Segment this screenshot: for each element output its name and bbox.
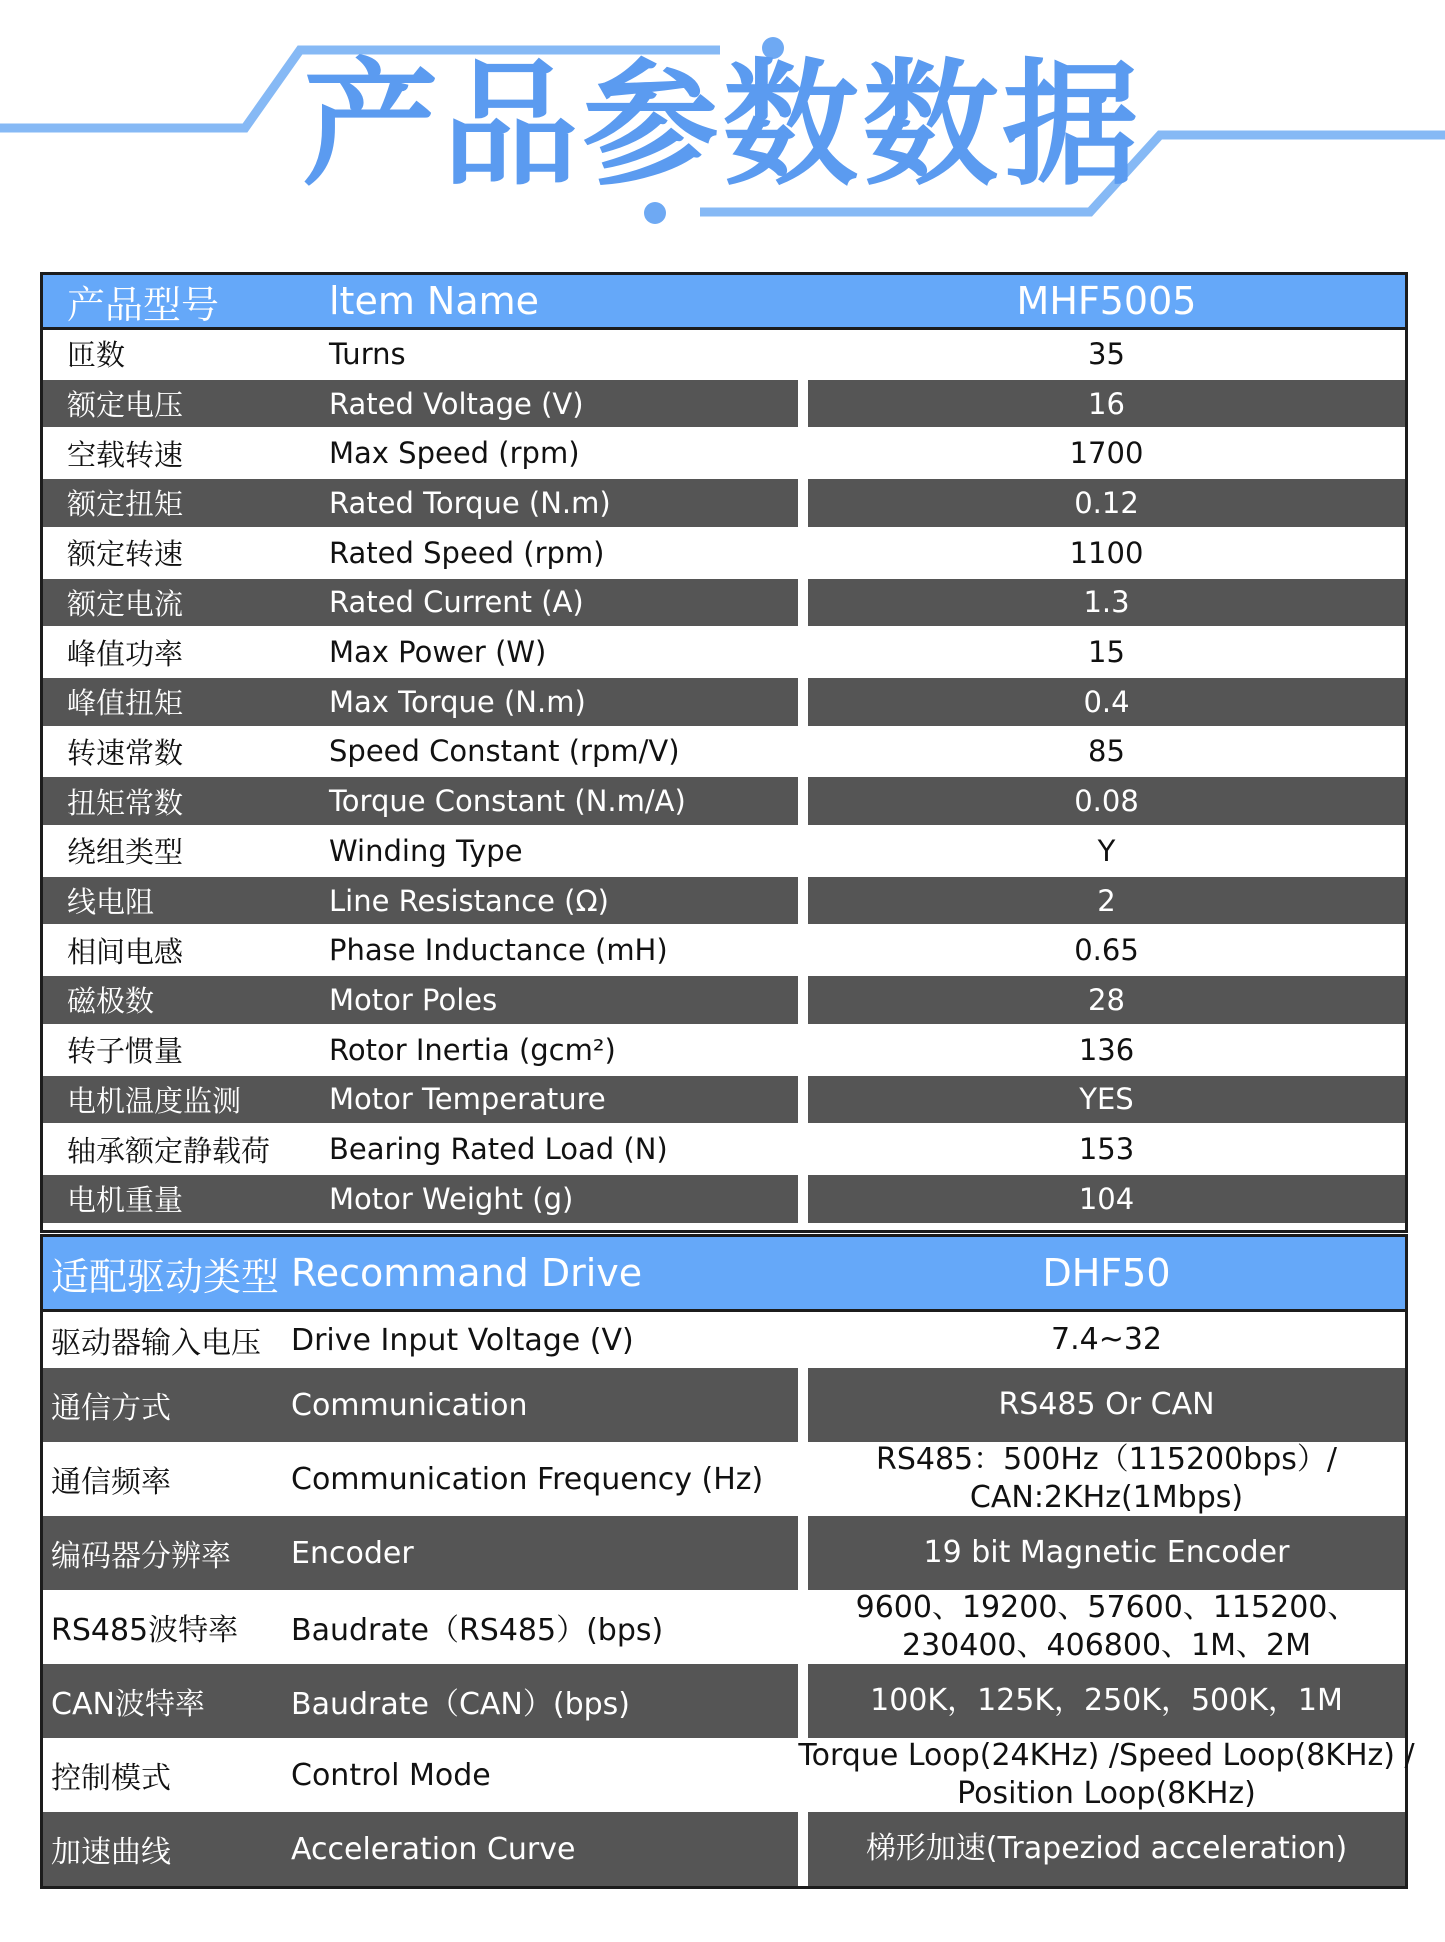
param-name-en: Line Resistance (Ω) [303,877,798,925]
param-value-line: 7.4~32 [1050,1322,1163,1357]
param-name-cn: 驱动器输入电压 [51,1326,261,1361]
table-row [43,330,1405,378]
param-name-en: Motor Temperature [303,1076,798,1124]
param-value: 1700 [1069,436,1144,471]
param-value: 0.4 [808,678,1405,726]
param-name-en: Motor Poles [303,976,798,1024]
table-row [43,976,1405,1024]
table-row [43,1368,1405,1442]
table-row [43,728,1405,776]
motor-parameter-table [40,272,1408,1233]
table-row [43,926,1405,974]
param-name-en: Rated Current (A) [303,579,798,627]
table-row [43,380,1405,428]
param-value: YES [808,1076,1405,1124]
param-name-en: Phase Inductance (mH) [329,933,668,968]
param-name-en: Drive Input Voltage (V) [291,1322,634,1358]
param-name-cn: 峰值功率 [67,636,184,671]
param-name-cn: 绕组类型 [67,835,184,870]
header-model: MHF5005 [1016,279,1197,323]
param-value: 0.08 [808,777,1405,825]
table-row [43,877,1405,925]
param-value: 136 [1078,1032,1135,1067]
hero-banner [0,0,1445,250]
param-name-cn: 通信方式 [43,1368,279,1442]
param-value-line: RS485：500Hz（115200bps）/ [875,1442,1338,1477]
param-value-line: Position Loop(8KHz) [957,1776,1256,1811]
param-value [808,1312,1405,1368]
param-name-cn: 电机温度监测 [43,1076,303,1124]
param-value: Y [1097,833,1116,868]
param-name-cn: 额定电流 [43,579,303,627]
param-name-cn: 线电阻 [43,877,303,925]
param-value: 1100 [1069,535,1144,570]
param-name-cn: 额定电压 [43,380,303,428]
header-en: ltem Name [329,279,540,323]
param-name-en: Max Speed (rpm) [329,436,580,471]
param-value: 2 [808,877,1405,925]
param-name-cn: 编码器分辨率 [43,1516,279,1590]
param-value: 0.65 [1074,933,1139,968]
param-name-en: Control Mode [291,1757,491,1793]
table-row [43,1076,1405,1124]
header-drive-model: DHF50 [1042,1251,1171,1295]
param-value-line: 19 bit Magnetic Encoder [923,1535,1290,1570]
param-value-line: 梯形加速(Trapeziod acceleration) [865,1831,1348,1866]
param-name-en: Encoder [279,1516,798,1590]
param-name-cn: 额定转速 [67,537,184,572]
param-name-en: Baudrate（RS485）(bps) [291,1613,664,1648]
param-value [808,1442,1405,1516]
table-header-row [43,1237,1405,1312]
param-name-cn: RS485波特率 [51,1613,239,1648]
table-row [43,1026,1405,1074]
param-name-en: Winding Type [329,833,523,868]
param-value: 35 [1088,336,1125,371]
param-name-en: Rated Voltage (V) [303,380,798,428]
param-name-en: Rated Speed (rpm) [329,535,605,570]
header-en: Recommand Drive [291,1251,643,1295]
table-row [43,678,1405,726]
param-name-en: Rotor Inertia (gcm²) [329,1032,616,1067]
param-name-cn: 加速曲线 [43,1812,279,1886]
param-value-line: 230400、406800、1M、2M [902,1628,1311,1663]
param-value: 28 [808,976,1405,1024]
param-value: 153 [1078,1132,1135,1167]
table-row [43,628,1405,676]
param-name-cn: 匝数 [67,338,126,373]
param-name-en: Baudrate（CAN）(bps) [279,1664,798,1738]
param-value: 104 [808,1175,1405,1223]
param-name-en: Speed Constant (rpm/V) [329,734,680,769]
table-row [43,777,1405,825]
drive-parameter-table [40,1234,1415,1889]
table-row [43,579,1405,627]
param-value [808,1664,1405,1738]
table-row [43,1125,1405,1173]
table-row [43,479,1405,527]
param-name-cn: 峰值扭矩 [43,678,303,726]
param-name-cn: 相间电感 [67,934,184,969]
param-name-cn: 磁极数 [43,976,303,1024]
table-row [43,1442,1405,1516]
param-value-line: Torque Loop(24KHz) /Speed Loop(8KHz) / [798,1738,1415,1773]
param-name-cn: CAN波特率 [43,1664,279,1738]
param-name-en: Max Power (W) [329,635,547,670]
param-name-en: Turns [329,336,406,371]
param-name-en: Rated Torque (N.m) [303,479,798,527]
param-name-cn: 轴承额定静载荷 [67,1133,271,1168]
param-value [808,1590,1405,1664]
header-cn: 适配驱动类型 [51,1254,280,1299]
param-name-cn: 额定扭矩 [43,479,303,527]
table-row [43,1175,1405,1223]
param-value: 85 [1088,734,1125,769]
param-name-cn: 转子惯量 [67,1034,184,1069]
param-name-cn: 控制模式 [51,1761,171,1796]
table-row [43,827,1405,875]
param-value [808,1812,1405,1886]
param-value [808,1368,1405,1442]
table-row [43,529,1405,577]
table-row [43,1812,1405,1886]
table-header-row [43,275,1405,330]
param-name-cn: 扭矩常数 [43,777,303,825]
param-name-en: Communication Frequency (Hz) [291,1461,764,1497]
table-row [43,1664,1405,1738]
param-value-line: CAN:2KHz(1Mbps) [969,1480,1244,1515]
page-title: 产品参数数据 [302,47,1143,205]
param-value-line: 100K，125K，250K，500K，1M [870,1683,1343,1718]
param-name-en: Max Torque (N.m) [303,678,798,726]
param-name-en: Acceleration Curve [279,1812,798,1886]
header-cn: 产品型号 [67,282,220,327]
table-row [43,1516,1405,1590]
param-value: 1.3 [808,579,1405,627]
param-name-cn: 转速常数 [67,735,184,770]
param-value: 15 [1088,635,1125,670]
param-name-cn: 电机重量 [43,1175,303,1223]
table-row [43,1590,1405,1664]
param-name-en: Motor Weight (g) [303,1175,798,1223]
param-name-en: Communication [279,1368,798,1442]
param-name-cn: 通信频率 [51,1465,171,1500]
table-row [43,429,1405,477]
param-value-line: 9600、19200、57600、115200、 [855,1590,1358,1625]
table-row [43,1738,1415,1812]
param-value [808,1516,1405,1590]
param-name-en: Torque Constant (N.m/A) [303,777,798,825]
param-value-line: RS485 Or CAN [998,1387,1215,1422]
param-value [798,1738,1415,1812]
param-value: 0.12 [808,479,1405,527]
param-value: 16 [808,380,1405,428]
param-name-en: Bearing Rated Load (N) [329,1132,668,1167]
param-name-cn: 空载转速 [67,437,184,472]
table-row [43,1312,1405,1368]
